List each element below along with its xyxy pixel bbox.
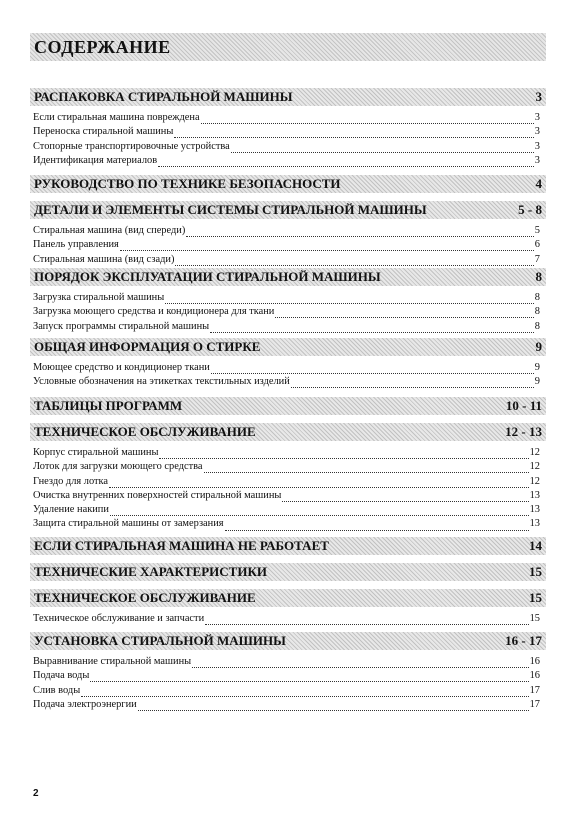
section-heading-title: ТЕХНИЧЕСКОЕ ОБСЛУЖИВАНИЕ bbox=[34, 590, 256, 605]
toc-entry-page: 13 bbox=[529, 518, 540, 530]
toc-entry-page: 7 bbox=[534, 253, 540, 265]
toc-entry bbox=[30, 140, 546, 154]
toc-entry-page: 3 bbox=[534, 126, 540, 138]
section-heading-title: РУКОВОДСТВО ПО ТЕХНИКЕ БЕЗОПАСНОСТИ bbox=[34, 176, 341, 191]
toc-entry-page: 16 bbox=[529, 670, 540, 682]
toc-entry-page: 6 bbox=[534, 239, 540, 251]
dot-leader bbox=[81, 687, 528, 697]
dot-leader bbox=[174, 128, 533, 138]
section-heading-page: 10 - 11 bbox=[505, 398, 542, 413]
toc-section bbox=[30, 338, 546, 390]
dot-leader bbox=[291, 378, 534, 388]
toc-entry bbox=[30, 111, 546, 125]
section-heading bbox=[30, 537, 546, 555]
toc-entry bbox=[30, 224, 546, 238]
dot-leader bbox=[225, 521, 529, 531]
toc-entry bbox=[30, 305, 546, 319]
section-heading bbox=[30, 175, 546, 193]
dot-leader bbox=[186, 227, 534, 237]
dot-leader bbox=[90, 672, 528, 682]
toc-entry-label: Загрузка стиральной машины bbox=[33, 292, 165, 303]
section-heading-title: ЕСЛИ СТИРАЛЬНАЯ МАШИНА НЕ РАБОТАЕТ bbox=[34, 538, 329, 553]
toc-entry-page: 3 bbox=[534, 112, 540, 123]
toc-entry bbox=[30, 698, 546, 712]
toc-entry bbox=[30, 684, 546, 698]
toc-entry bbox=[30, 460, 546, 474]
dot-leader bbox=[275, 308, 533, 318]
section-heading-title: РАСПАКОВКА СТИРАЛЬНОЙ МАШИНЫ bbox=[34, 89, 293, 104]
toc-entry-label: Моющее средство и кондиционер ткани bbox=[33, 362, 210, 373]
section-heading bbox=[30, 397, 546, 415]
toc-entry-label: Слив воды bbox=[33, 684, 81, 696]
toc-entry bbox=[30, 238, 546, 252]
toc-entry bbox=[30, 655, 546, 669]
toc-entry-label: Подача воды bbox=[33, 670, 90, 682]
toc-entry-label: Запуск программы стиральной машины bbox=[33, 320, 210, 332]
toc-entry-label: Техническое обслуживание и запчасти bbox=[33, 613, 205, 624]
dot-leader bbox=[158, 157, 534, 167]
dot-leader bbox=[175, 256, 533, 266]
toc-entry-label: Лоток для загрузки моющего средства bbox=[33, 461, 203, 473]
section-heading-title: ТАБЛИЦЫ ПРОГРАММ bbox=[34, 398, 183, 413]
toc-section bbox=[30, 268, 546, 334]
dot-leader bbox=[192, 658, 528, 668]
toc-entry-label: Панель управления bbox=[33, 239, 119, 251]
dot-leader bbox=[201, 114, 534, 124]
section-heading-page: 16 - 17 bbox=[505, 633, 542, 648]
toc-entry-page: 15 bbox=[529, 613, 540, 624]
toc-entry bbox=[30, 291, 546, 305]
toc-entry-label: Условные обозначения на этикетках текстильных изделий bbox=[33, 376, 290, 388]
section-heading-title: ОБЩАЯ ИНФОРМАЦИЯ О СТИРКЕ bbox=[34, 339, 261, 354]
section-heading-title: ДЕТАЛИ И ЭЛЕМЕНТЫ СИСТЕМЫ СТИРАЛЬНОЙ МАШИНЫ bbox=[34, 202, 427, 217]
toc-entry-label: Выравнивание стиральной машины bbox=[33, 656, 192, 667]
dot-leader bbox=[205, 615, 528, 625]
toc-entry-page: 12 bbox=[529, 475, 540, 487]
toc-entry-page: 9 bbox=[534, 376, 540, 388]
section-heading-title: ПОРЯДОК ЭКСПЛУАТАЦИИ СТИРАЛЬНОЙ МАШИНЫ bbox=[34, 269, 381, 284]
toc-section bbox=[30, 88, 546, 168]
section-heading-page: 3 bbox=[535, 89, 542, 104]
toc-entry bbox=[30, 125, 546, 139]
toc-entry bbox=[30, 517, 546, 531]
dot-leader bbox=[120, 241, 534, 251]
toc-entry-label: Подача электроэнергии bbox=[33, 698, 137, 710]
toc-entry-label: Защита стиральной машины от замерзания bbox=[33, 518, 224, 530]
section-heading-page: 12 - 13 bbox=[505, 424, 542, 439]
toc-entry-label: Стиральная машина (вид спереди) bbox=[33, 225, 186, 236]
dot-leader bbox=[138, 701, 529, 711]
section-heading bbox=[30, 268, 546, 286]
toc-entry bbox=[30, 669, 546, 683]
toc-entry-page: 12 bbox=[529, 447, 540, 458]
toc-entry-page: 13 bbox=[529, 489, 540, 501]
toc-section bbox=[30, 632, 546, 712]
toc-entry-page: 16 bbox=[529, 656, 540, 667]
toc-section bbox=[30, 397, 546, 532]
toc-entry bbox=[30, 154, 546, 168]
toc-entry-page: 8 bbox=[534, 320, 540, 332]
toc-entry-page: 3 bbox=[534, 154, 540, 166]
section-heading bbox=[30, 88, 546, 106]
section-heading-title: УСТАНОВКА СТИРАЛЬНОЙ МАШИНЫ bbox=[34, 633, 286, 648]
toc-entry-label: Очистка внутренних поверхностей стиральной машины bbox=[33, 489, 282, 501]
dot-leader bbox=[204, 463, 529, 473]
toc-section bbox=[30, 537, 546, 626]
dot-leader bbox=[165, 294, 534, 304]
page-title: СОДЕРЖАНИЕ bbox=[30, 33, 546, 61]
dot-leader bbox=[231, 143, 534, 153]
toc-entry bbox=[30, 489, 546, 503]
section-heading bbox=[30, 563, 546, 581]
dot-leader bbox=[110, 506, 529, 516]
toc-entry-label: Стиральная машина (вид сзади) bbox=[33, 253, 175, 265]
toc-entry-page: 5 bbox=[534, 225, 540, 236]
toc-entry bbox=[30, 612, 546, 626]
dot-leader bbox=[211, 364, 534, 374]
dot-leader bbox=[210, 323, 534, 333]
page-number: 2 bbox=[33, 788, 39, 799]
toc-entry-label: Гнездо для лотка bbox=[33, 475, 109, 487]
toc-entry-label: Если стиральная машина повреждена bbox=[33, 112, 200, 123]
toc-entry bbox=[30, 503, 546, 517]
toc-entry-page: 3 bbox=[534, 140, 540, 152]
toc-entry-label: Идентификация материалов bbox=[33, 154, 158, 166]
toc-entry-label: Корпус стиральной машины bbox=[33, 447, 159, 458]
toc-entry-page: 9 bbox=[534, 362, 540, 373]
section-heading-page: 8 bbox=[535, 269, 542, 284]
toc-entry-label: Загрузка моющего средства и кондиционера для ткани bbox=[33, 306, 275, 318]
toc-entry-page: 17 bbox=[529, 698, 540, 710]
toc-entry-page: 8 bbox=[534, 292, 540, 303]
toc-entry-page: 8 bbox=[534, 306, 540, 318]
section-heading-page: 15 bbox=[529, 590, 542, 605]
toc-entry-page: 17 bbox=[529, 684, 540, 696]
section-heading bbox=[30, 423, 546, 441]
toc-entry-page: 13 bbox=[529, 504, 540, 516]
section-heading bbox=[30, 589, 546, 607]
toc-entry-label: Переноска стиральной машины bbox=[33, 126, 174, 138]
dot-leader bbox=[109, 478, 529, 488]
section-heading bbox=[30, 338, 546, 356]
toc-entry bbox=[30, 446, 546, 460]
dot-leader bbox=[282, 492, 528, 502]
toc-entry bbox=[30, 361, 546, 375]
section-heading bbox=[30, 201, 546, 219]
dot-leader bbox=[159, 449, 528, 459]
section-heading-page: 9 bbox=[535, 339, 542, 354]
toc-entry bbox=[30, 375, 546, 389]
toc-entry-page: 12 bbox=[529, 461, 540, 473]
section-heading-page: 15 bbox=[529, 564, 542, 579]
toc-section bbox=[30, 175, 546, 267]
toc-entry bbox=[30, 475, 546, 489]
section-heading-page: 4 bbox=[535, 176, 542, 191]
section-heading bbox=[30, 632, 546, 650]
section-heading-page: 14 bbox=[529, 538, 542, 553]
toc-entry bbox=[30, 320, 546, 334]
section-heading-title: ТЕХНИЧЕСКИЕ ХАРАКТЕРИСТИКИ bbox=[34, 564, 267, 579]
section-heading-title: ТЕХНИЧЕСКОЕ ОБСЛУЖИВАНИЕ bbox=[34, 424, 256, 439]
section-heading-page: 5 - 8 bbox=[518, 202, 542, 217]
toc-entry-label: Удаление накипи bbox=[33, 504, 109, 516]
toc-entry-label: Стопорные транспортировочные устройства bbox=[33, 140, 230, 152]
toc-entry bbox=[30, 253, 546, 267]
